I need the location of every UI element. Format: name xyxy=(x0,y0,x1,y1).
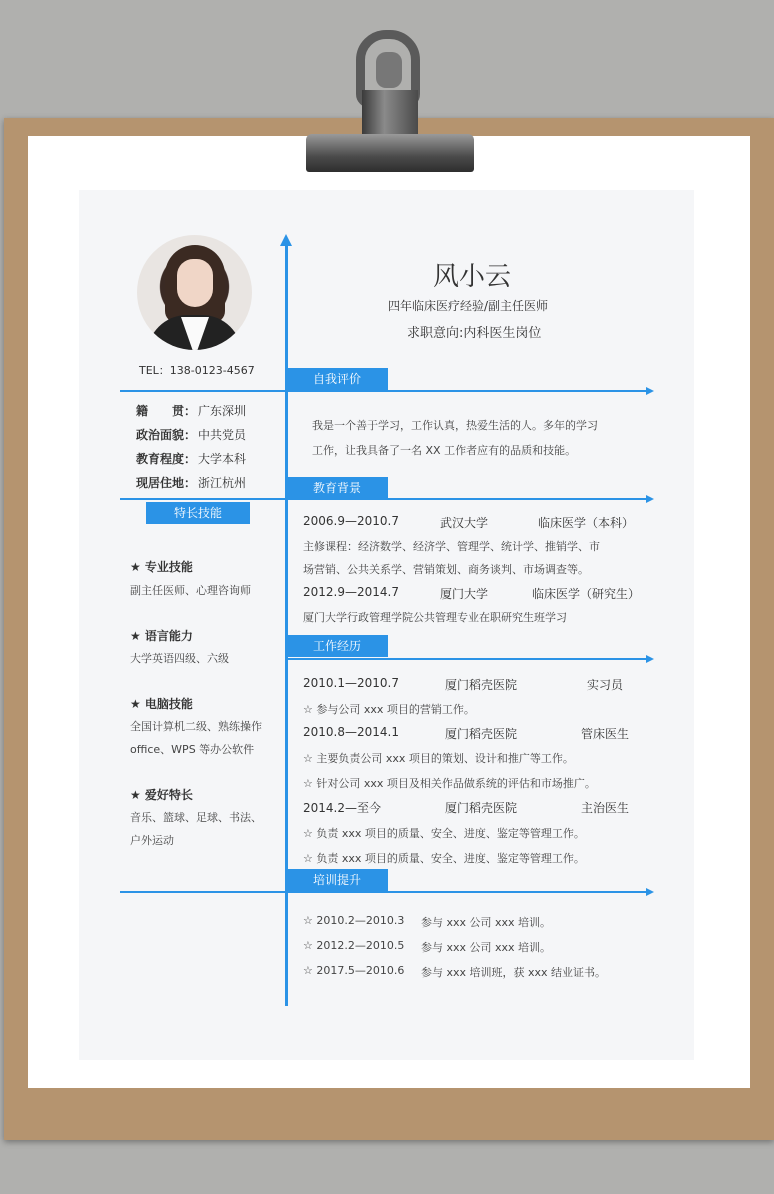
work-role: 实习员 xyxy=(587,678,624,692)
info-value: 大学本科 xyxy=(198,452,247,466)
edu-text: 厦门大学行政管理学院公共管理专业在职研究生班学习 xyxy=(303,611,567,624)
skill-line: office、WPS 等办公软件 xyxy=(130,743,255,756)
divider-self-eval xyxy=(120,390,648,392)
arrow-right-icon xyxy=(646,888,654,896)
work-role: 管床医生 xyxy=(581,727,630,741)
info-label: 现居住地： xyxy=(136,476,197,490)
work-company: 厦门稻壳医院 xyxy=(445,678,518,692)
section-tag-training: 培训提升 xyxy=(286,869,388,891)
timeline-arrow-icon xyxy=(280,234,292,246)
arrow-right-icon xyxy=(646,495,654,503)
info-value: 中共党员 xyxy=(198,428,247,442)
candidate-subtitle: 四年临床医疗经验/副主任医师 xyxy=(388,299,549,313)
profile-photo xyxy=(137,235,252,350)
divider-work xyxy=(285,658,648,660)
divider-training xyxy=(120,891,648,893)
edu-major: 临床医学（本科） xyxy=(538,516,635,530)
section-tag-education: 教育背景 xyxy=(286,477,388,499)
binder-clip-body xyxy=(362,90,418,140)
info-label: 政治面貌： xyxy=(136,428,197,442)
skill-title: ★ 专业技能 xyxy=(130,560,193,574)
work-text: ☆ 针对公司 xxx 项目及相关作品做系统的评估和市场推广。 xyxy=(303,777,596,790)
info-value: 广东深圳 xyxy=(198,404,247,418)
work-company: 厦门稻壳医院 xyxy=(445,727,518,741)
skill-line: 全国计算机二级、熟练操作 xyxy=(130,720,262,733)
edu-school: 厦门大学 xyxy=(440,587,489,601)
edu-school: 武汉大学 xyxy=(440,516,489,530)
info-value: 浙江杭州 xyxy=(198,476,247,490)
section-tag-skills: 特长技能 xyxy=(146,502,250,524)
work-date: 2010.1—2010.7 xyxy=(303,676,399,690)
work-role: 主治医生 xyxy=(581,801,630,815)
info-label: 籍 贯： xyxy=(136,404,197,418)
work-date: 2010.8—2014.1 xyxy=(303,725,399,739)
job-objective: 求职意向:内科医生岗位 xyxy=(407,326,542,341)
section-tag-work: 工作经历 xyxy=(286,635,388,657)
edu-major: 临床医学（研究生） xyxy=(532,587,641,601)
work-company: 厦门稻壳医院 xyxy=(445,801,518,815)
work-date: 2014.2—至今 xyxy=(303,801,381,815)
work-text: ☆ 参与公司 xxx 项目的营销工作。 xyxy=(303,703,475,716)
skill-line: 户外运动 xyxy=(130,834,174,847)
binder-clip-hole xyxy=(376,52,402,88)
edu-date: 2012.9—2014.7 xyxy=(303,585,399,599)
training-text: 参与 xxx 公司 xxx 培训。 xyxy=(421,941,552,954)
edu-text: 场营销、公共关系学、营销策划、商务谈判、市场调查等。 xyxy=(303,563,589,576)
self-eval-line: 工作，让我具备了一名 XX 工作者应有的品质和技能。 xyxy=(312,444,577,457)
training-date: ☆ 2012.2—2010.5 xyxy=(303,939,405,952)
section-tag-self-eval: 自我评价 xyxy=(286,368,388,390)
candidate-name: 风小云 xyxy=(433,262,512,292)
arrow-right-icon xyxy=(646,655,654,663)
training-text: 参与 xxx 培训班，获 xxx 结业证书。 xyxy=(421,966,607,979)
skill-title: ★ 语言能力 xyxy=(130,629,193,643)
skill-title: ★ 电脑技能 xyxy=(130,697,193,711)
skill-line: 音乐、篮球、足球、书法、 xyxy=(130,811,262,824)
work-text: ☆ 主要负责公司 xxx 项目的策划、设计和推广等工作。 xyxy=(303,752,574,765)
work-text: ☆ 负责 xxx 项目的质量、安全、进度、鉴定等管理工作。 xyxy=(303,852,585,865)
self-eval-line: 我是一个善于学习，工作认真，热爱生活的人。多年的学习 xyxy=(312,419,598,432)
phone-number: TEL：138-0123-4567 xyxy=(139,364,255,377)
binder-clip-base xyxy=(306,134,474,172)
edu-text: 主修课程：经济数学、经济学、管理学、统计学、推销学、市 xyxy=(303,540,600,553)
training-date: ☆ 2010.2—2010.3 xyxy=(303,914,405,927)
edu-date: 2006.9—2010.7 xyxy=(303,514,399,528)
info-label: 教育程度： xyxy=(136,452,197,466)
arrow-right-icon xyxy=(646,387,654,395)
training-date: ☆ 2017.5—2010.6 xyxy=(303,964,405,977)
skill-line: 副主任医师、心理咨询师 xyxy=(130,584,251,597)
skill-title: ★ 爱好特长 xyxy=(130,788,193,802)
training-text: 参与 xxx 公司 xxx 培训。 xyxy=(421,916,552,929)
skill-line: 大学英语四级、六级 xyxy=(130,652,229,665)
work-text: ☆ 负责 xxx 项目的质量、安全、进度、鉴定等管理工作。 xyxy=(303,827,585,840)
